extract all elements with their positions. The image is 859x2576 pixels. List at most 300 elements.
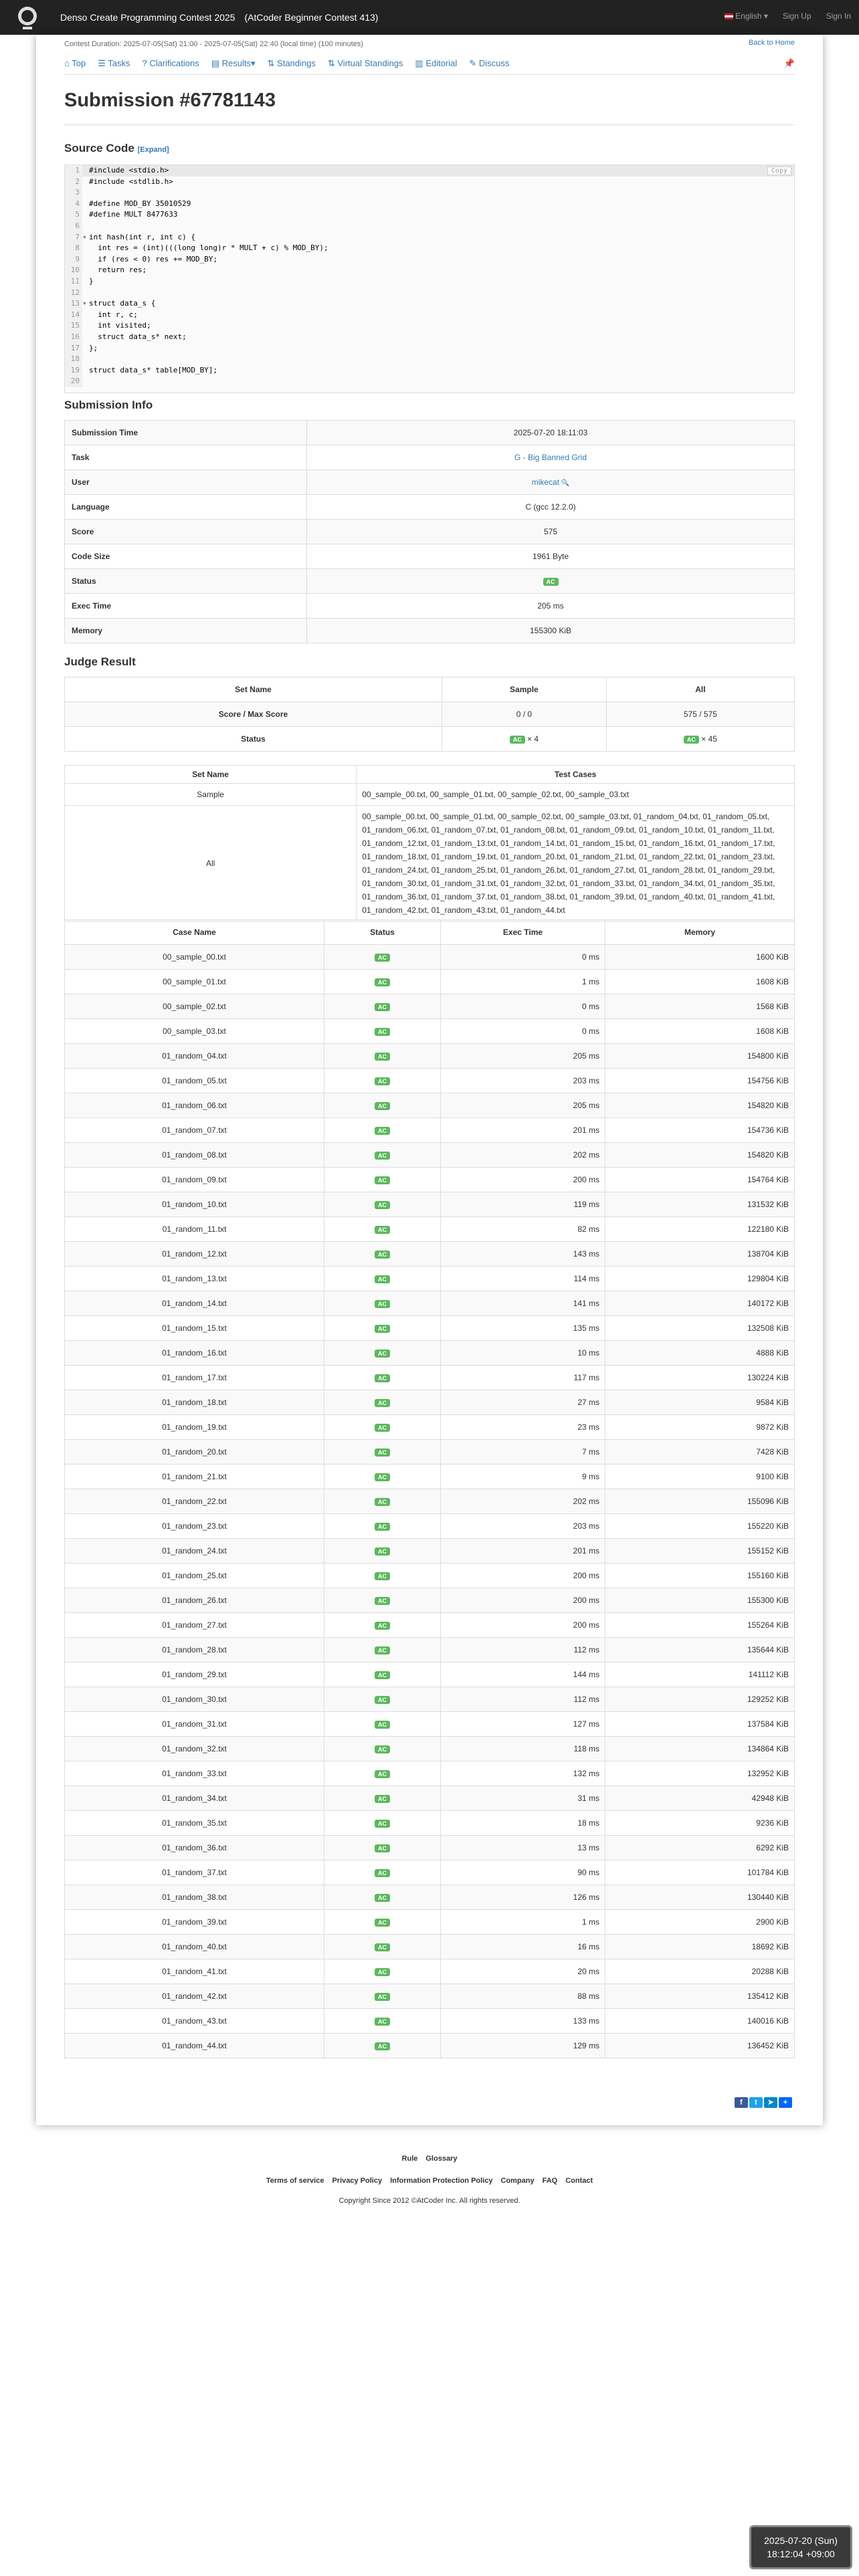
- search-icon[interactable]: 🔍: [559, 479, 570, 487]
- status-badge: AC: [375, 1473, 390, 1481]
- info-value: 1961 Byte: [307, 544, 795, 569]
- case-status: [324, 1638, 441, 1662]
- status-badge: AC: [375, 1350, 390, 1358]
- code-line: [65, 187, 794, 199]
- tab-clarifications[interactable]: ? Clarifications: [142, 58, 199, 68]
- case-exec-time: 117 ms: [441, 1366, 605, 1390]
- case-exec-time: 0 ms: [441, 994, 605, 1019]
- case-memory: 130440 KiB: [605, 1885, 795, 1910]
- case-status: [324, 1737, 441, 1761]
- case-memory: 154800 KiB: [605, 1044, 795, 1069]
- header-sample: Sample: [442, 677, 607, 702]
- case-status: [324, 1786, 441, 1811]
- status-badge: AC: [375, 1646, 390, 1654]
- info-row: [65, 445, 795, 470]
- line-number: 16: [65, 332, 82, 343]
- code-line: 11 }: [65, 276, 794, 288]
- case-status: [324, 1860, 441, 1885]
- copy-button[interactable]: Copy: [767, 167, 791, 175]
- table-row: [65, 1638, 795, 1662]
- editorial-icon: ▥: [415, 58, 426, 68]
- info-row: [65, 421, 795, 445]
- case-memory: 42948 KiB: [605, 1786, 795, 1811]
- case-status: [324, 1291, 441, 1316]
- header-all: All: [606, 677, 794, 702]
- fold-gutter: [82, 165, 89, 177]
- line-number: 12: [65, 288, 82, 299]
- standings-icon: ⇅: [267, 58, 278, 68]
- code-line: 8 int res = (int)(((long long)r * MULT + c) % MOD_BY);: [65, 243, 794, 254]
- info-row: [65, 619, 795, 643]
- table-row: [65, 1044, 795, 1069]
- case-name: 01_random_39.txt: [65, 1910, 324, 1935]
- language-selector[interactable]: English ▾: [725, 11, 768, 21]
- case-name: 01_random_28.txt: [65, 1638, 324, 1662]
- flag-icon: [725, 13, 733, 19]
- signup-link[interactable]: Sign Up: [782, 11, 812, 21]
- case-memory: 135644 KiB: [605, 1638, 795, 1662]
- case-name: 01_random_16.txt: [65, 1341, 324, 1366]
- status-badge: AC: [375, 1251, 390, 1259]
- case-name: 01_random_06.txt: [65, 1093, 324, 1118]
- case-memory: 154820 KiB: [605, 1143, 795, 1168]
- fold-gutter: [82, 310, 89, 321]
- case-exec-time: 202 ms: [441, 1489, 605, 1514]
- table-row: [65, 1539, 795, 1564]
- fold-gutter: [82, 187, 89, 199]
- status-all: AC × 45: [606, 727, 794, 752]
- case-exec-time: 200 ms: [441, 1588, 605, 1613]
- case-name: 01_random_22.txt: [65, 1489, 324, 1514]
- case-exec-time: 203 ms: [441, 1069, 605, 1093]
- status-badge: AC: [375, 1547, 390, 1555]
- status-badge: AC: [375, 1152, 390, 1160]
- header-set-name: Set Name: [65, 677, 442, 702]
- case-status: [324, 1044, 441, 1069]
- footer-links-primary: [0, 2155, 859, 2163]
- case-memory: 135412 KiB: [605, 1984, 795, 2009]
- code-line: 7 ▾ int hash(int r, int c) {: [65, 232, 794, 243]
- header-status: Status: [324, 920, 441, 945]
- info-value: C (gcc 12.2.0): [307, 495, 795, 520]
- case-memory: 9584 KiB: [605, 1390, 795, 1415]
- source-code-block: [64, 165, 795, 393]
- line-number: 18: [65, 354, 82, 365]
- case-exec-time: 1 ms: [441, 970, 605, 994]
- case-status: [324, 1588, 441, 1613]
- case-exec-time: 112 ms: [441, 1638, 605, 1662]
- header-memory: Memory: [605, 920, 795, 945]
- fold-gutter: [82, 276, 89, 288]
- case-exec-time: 90 ms: [441, 1860, 605, 1885]
- case-memory: 141112 KiB: [605, 1662, 795, 1687]
- table-row: [65, 1217, 795, 1242]
- info-row: [65, 544, 795, 569]
- status-badge: AC: [543, 578, 559, 586]
- case-status: [324, 1390, 441, 1415]
- table-row: [65, 1143, 795, 1168]
- status-badge: AC: [684, 736, 699, 744]
- table-row: [65, 1192, 795, 1217]
- case-memory: 1600 KiB: [605, 945, 795, 970]
- case-exec-time: 0 ms: [441, 945, 605, 970]
- info-row: [65, 495, 795, 520]
- fold-gutter[interactable]: ▾: [82, 299, 87, 308]
- signin-link[interactable]: Sign In: [826, 11, 851, 21]
- table-row: [65, 1366, 795, 1390]
- status-badge: AC: [375, 1102, 390, 1110]
- case-memory: 20288 KiB: [605, 1959, 795, 1984]
- table-row: [65, 1761, 795, 1786]
- set-name: Sample: [65, 784, 357, 806]
- fold-gutter: [82, 365, 89, 377]
- case-status: [324, 1143, 441, 1168]
- score-all: 575 / 575: [606, 702, 794, 727]
- line-number: 13: [65, 298, 82, 310]
- footer-links-secondary: [0, 2177, 859, 2185]
- case-status: [324, 1712, 441, 1737]
- page-title: Submission #67781143: [64, 90, 276, 111]
- tab-virtual-standings[interactable]: ⇅ Virtual Standings: [327, 58, 403, 68]
- line-number: 14: [65, 310, 82, 321]
- status-badge: AC: [510, 736, 525, 744]
- case-name: 01_random_40.txt: [65, 1935, 324, 1959]
- case-exec-time: 143 ms: [441, 1242, 605, 1267]
- case-memory: 140016 KiB: [605, 2009, 795, 2034]
- case-exec-time: 118 ms: [441, 1737, 605, 1761]
- info-row: [65, 520, 795, 544]
- info-label: Language: [65, 495, 307, 520]
- case-name: 01_random_24.txt: [65, 1539, 324, 1564]
- case-name: 01_random_12.txt: [65, 1242, 324, 1267]
- table-row: [65, 1168, 795, 1192]
- home-icon: ⌂: [64, 58, 72, 68]
- code-line: 19 struct data_s* table[MOD_BY];: [65, 365, 794, 377]
- line-number: 20: [65, 376, 82, 387]
- case-name: 01_random_37.txt: [65, 1860, 324, 1885]
- info-value: 155300 KiB: [307, 619, 795, 643]
- table-row: [65, 1836, 795, 1860]
- case-name: 01_random_42.txt: [65, 1984, 324, 2009]
- table-row: [65, 2009, 795, 2034]
- case-memory: 2900 KiB: [605, 1910, 795, 1935]
- table-row: [65, 1415, 795, 1440]
- case-name: 01_random_33.txt: [65, 1761, 324, 1786]
- case-name: 01_random_26.txt: [65, 1588, 324, 1613]
- case-memory: 138704 KiB: [605, 1242, 795, 1267]
- fold-gutter: [82, 288, 89, 299]
- case-status: [324, 1168, 441, 1192]
- status-badge: AC: [375, 1869, 390, 1877]
- user-link[interactable]: mikecat: [531, 477, 560, 487]
- case-exec-time: 82 ms: [441, 1217, 605, 1242]
- judge-result-table: [64, 677, 795, 752]
- status-badge: AC: [375, 1894, 390, 1902]
- case-exec-time: 201 ms: [441, 1539, 605, 1564]
- case-memory: 6292 KiB: [605, 1836, 795, 1860]
- case-memory: 132508 KiB: [605, 1316, 795, 1341]
- line-number: 1: [65, 165, 82, 177]
- case-name: 01_random_44.txt: [65, 2034, 324, 2058]
- case-status: [324, 1761, 441, 1786]
- status-badge: AC: [375, 1919, 390, 1927]
- case-memory: 155300 KiB: [605, 1588, 795, 1613]
- table-row: [65, 1291, 795, 1316]
- case-exec-time: 126 ms: [441, 1885, 605, 1910]
- status-badge: AC: [375, 1572, 390, 1580]
- case-memory: 130224 KiB: [605, 1366, 795, 1390]
- case-exec-time: 0 ms: [441, 1019, 605, 1044]
- line-number: 7: [65, 232, 82, 243]
- case-exec-time: 202 ms: [441, 1143, 605, 1168]
- status-badge: AC: [375, 1003, 390, 1011]
- telegram-icon[interactable]: ➤: [764, 2097, 777, 2108]
- status-badge: AC: [375, 1498, 390, 1506]
- case-name: 01_random_36.txt: [65, 1836, 324, 1860]
- tab-tasks[interactable]: ☰ Tasks: [98, 58, 130, 68]
- clock-widget: [749, 2525, 852, 2569]
- top-navbar: [0, 0, 859, 35]
- footer-link-terms-of-service[interactable]: Terms of service: [266, 2177, 324, 2185]
- info-value: [307, 470, 795, 495]
- footer-link-company[interactable]: Company: [500, 2177, 535, 2185]
- table-row: [65, 1341, 795, 1366]
- table-row: [65, 1786, 795, 1811]
- case-exec-time: 201 ms: [441, 1118, 605, 1143]
- case-name: 01_random_05.txt: [65, 1069, 324, 1093]
- facebook-icon[interactable]: f: [735, 2097, 748, 2108]
- status-badge: AC: [375, 1993, 390, 2001]
- status-badge: AC: [375, 1622, 390, 1630]
- status-badge: AC: [375, 1201, 390, 1209]
- header-exec-time: Exec Time: [441, 920, 605, 945]
- set-cases: 00_sample_00.txt, 00_sample_01.txt, 00_sample_02.txt, 00_sample_03.txt: [357, 784, 795, 806]
- case-name: 01_random_11.txt: [65, 1217, 324, 1242]
- case-memory: 7428 KiB: [605, 1440, 795, 1465]
- header-test-cases: Test Cases: [357, 766, 795, 784]
- tab-standings[interactable]: ⇅ Standings: [267, 58, 316, 68]
- case-exec-time: 141 ms: [441, 1291, 605, 1316]
- case-name: 01_random_30.txt: [65, 1687, 324, 1712]
- line-number: 2: [65, 177, 82, 188]
- contest-title[interactable]: Denso Create Programming Contest 2025 (AtCoder Beginner Contest 413): [60, 12, 379, 23]
- table-row: [65, 1662, 795, 1687]
- info-label: Status: [65, 569, 307, 594]
- back-home-link[interactable]: Back to Home: [748, 39, 795, 47]
- code-line: 13 ▾ struct data_s {: [65, 298, 794, 310]
- line-number: 15: [65, 320, 82, 332]
- case-exec-time: 127 ms: [441, 1712, 605, 1737]
- table-row: [65, 2034, 795, 2058]
- case-status: [324, 1687, 441, 1712]
- code-line: [65, 221, 794, 232]
- case-exec-time: 23 ms: [441, 1415, 605, 1440]
- footer-link-information-protection-policy[interactable]: Information Protection Policy: [390, 2177, 493, 2185]
- code-line: 14 int r, c;: [65, 310, 794, 321]
- copyright: Copyright Since 2012 ©AtCoder Inc. All rights reserved.: [339, 2197, 520, 2205]
- tab-editorial[interactable]: ▥ Editorial: [415, 58, 458, 68]
- case-memory: 155160 KiB: [605, 1564, 795, 1588]
- line-number: 4: [65, 199, 82, 210]
- line-number: 19: [65, 365, 82, 377]
- case-name: 01_random_38.txt: [65, 1885, 324, 1910]
- status-badge: AC: [375, 1077, 390, 1085]
- case-memory: 4888 KiB: [605, 1341, 795, 1366]
- tab-discuss[interactable]: ✎ Discuss: [469, 58, 510, 68]
- discuss-icon: ✎: [469, 58, 479, 68]
- contest-tabs: [64, 55, 795, 75]
- status-badge: AC: [375, 1696, 390, 1704]
- case-exec-time: 203 ms: [441, 1514, 605, 1539]
- case-memory: 154820 KiB: [605, 1093, 795, 1118]
- task-link[interactable]: G - Big Banned Grid: [514, 453, 587, 462]
- code-line: 17 };: [65, 343, 794, 354]
- case-memory: 140172 KiB: [605, 1291, 795, 1316]
- case-status: [324, 1662, 441, 1687]
- set-name: All: [65, 806, 357, 922]
- question-icon: ?: [142, 58, 150, 68]
- share-plus-icon[interactable]: +: [779, 2097, 792, 2108]
- case-status: [324, 1514, 441, 1539]
- status-badge: AC: [375, 1844, 390, 1852]
- table-row: [65, 1019, 795, 1044]
- status-badge: AC: [375, 1053, 390, 1061]
- case-exec-time: 16 ms: [441, 1935, 605, 1959]
- clock-date: 2025-07-20 (Sun): [764, 2535, 838, 2546]
- status-badge: AC: [375, 2018, 390, 2026]
- tab-results[interactable]: ▤ Results▾: [211, 58, 256, 68]
- code-line: 9 if (res < 0) res += MOD_BY;: [65, 254, 794, 265]
- case-name: 01_random_13.txt: [65, 1267, 324, 1291]
- case-name: 01_random_09.txt: [65, 1168, 324, 1192]
- case-name: 01_random_17.txt: [65, 1366, 324, 1390]
- case-exec-time: 7 ms: [441, 1440, 605, 1465]
- table-row: [65, 945, 795, 970]
- test-cases-table: [64, 920, 795, 2058]
- case-status: [324, 1959, 441, 1984]
- case-memory: 9872 KiB: [605, 1415, 795, 1440]
- score-sample: 0 / 0: [442, 702, 607, 727]
- case-name: 01_random_27.txt: [65, 1613, 324, 1638]
- contest-duration: Contest Duration: 2025-07-05(Sat) 21:00 - 2025-07-05(Sat) 22:40 (local time) (100 minutes): [64, 40, 363, 48]
- table-row: [65, 1093, 795, 1118]
- case-memory: 155152 KiB: [605, 1539, 795, 1564]
- fold-gutter: [82, 209, 89, 221]
- table-row: [65, 1564, 795, 1588]
- atcoder-logo[interactable]: [9, 3, 45, 32]
- case-name: 01_random_18.txt: [65, 1390, 324, 1415]
- case-exec-time: 10 ms: [441, 1341, 605, 1366]
- status-badge: AC: [375, 1523, 390, 1531]
- fold-gutter: [82, 221, 89, 232]
- case-name: 01_random_04.txt: [65, 1044, 324, 1069]
- status-badge: AC: [375, 1597, 390, 1605]
- case-memory: 132952 KiB: [605, 1761, 795, 1786]
- fold-gutter: [82, 332, 89, 343]
- footer-link-glossary[interactable]: Glossary: [425, 2155, 458, 2163]
- case-exec-time: 133 ms: [441, 2009, 605, 2034]
- case-status: [324, 1440, 441, 1465]
- case-name: 01_random_29.txt: [65, 1662, 324, 1687]
- case-memory: 154764 KiB: [605, 1168, 795, 1192]
- case-name: 01_random_41.txt: [65, 1959, 324, 1984]
- case-status: [324, 2034, 441, 2058]
- fold-gutter: [82, 177, 89, 188]
- table-row: [65, 1687, 795, 1712]
- case-exec-time: 200 ms: [441, 1613, 605, 1638]
- case-status: [324, 1885, 441, 1910]
- line-number: 10: [65, 265, 82, 276]
- case-exec-time: 205 ms: [441, 1093, 605, 1118]
- tab-top[interactable]: ⌂ Top: [64, 58, 86, 68]
- code-line: [65, 288, 794, 299]
- table-row: [65, 1118, 795, 1143]
- clock-time: 18:12:04 +09:00: [767, 2549, 835, 2559]
- footer-link-privacy-policy[interactable]: Privacy Policy: [332, 2177, 383, 2185]
- info-label: Exec Time: [65, 594, 307, 619]
- table-row: [65, 1984, 795, 2009]
- status-badge: AC: [375, 1820, 390, 1828]
- footer-link-rule[interactable]: Rule: [401, 2155, 418, 2163]
- case-name: 01_random_23.txt: [65, 1514, 324, 1539]
- table-row: [65, 1489, 795, 1514]
- case-exec-time: 205 ms: [441, 1044, 605, 1069]
- pin-icon[interactable]: 📌: [783, 58, 795, 68]
- code-line: 10 return res;: [65, 265, 794, 276]
- code-line: 15 int visited;: [65, 320, 794, 332]
- status-badge: AC: [375, 1795, 390, 1803]
- case-status: [324, 1539, 441, 1564]
- status-badge: AC: [375, 1374, 390, 1382]
- twitter-icon[interactable]: t: [749, 2097, 763, 2108]
- case-name: 01_random_10.txt: [65, 1192, 324, 1217]
- results-icon: ▤: [211, 58, 222, 68]
- fold-gutter: [82, 376, 89, 387]
- case-status: [324, 1267, 441, 1291]
- case-memory: 155096 KiB: [605, 1489, 795, 1514]
- info-value: [307, 569, 795, 594]
- case-memory: 1608 KiB: [605, 1019, 795, 1044]
- case-memory: 9100 KiB: [605, 1465, 795, 1489]
- case-exec-time: 27 ms: [441, 1390, 605, 1415]
- case-memory: 134864 KiB: [605, 1737, 795, 1761]
- case-status: [324, 1069, 441, 1093]
- info-row: [65, 594, 795, 619]
- case-status: [324, 1836, 441, 1860]
- footer-link-faq[interactable]: FAQ: [542, 2177, 558, 2185]
- status-badge: AC: [375, 1770, 390, 1778]
- divider: [64, 124, 795, 125]
- case-status: [324, 1910, 441, 1935]
- case-name: 01_random_07.txt: [65, 1118, 324, 1143]
- table-row: [65, 1316, 795, 1341]
- source-code-heading: Source Code [Expand]: [64, 142, 169, 154]
- expand-link[interactable]: [Expand]: [137, 146, 169, 154]
- judge-result-heading: Judge Result: [64, 655, 136, 668]
- info-value: [307, 445, 795, 470]
- status-badge: AC: [375, 954, 390, 962]
- fold-gutter[interactable]: ▾: [82, 232, 87, 241]
- case-status: [324, 1984, 441, 2009]
- case-exec-time: 200 ms: [441, 1564, 605, 1588]
- case-name: 01_random_35.txt: [65, 1811, 324, 1836]
- status-badge: AC: [375, 1943, 390, 1951]
- fold-gutter: [82, 243, 89, 254]
- case-status: [324, 1564, 441, 1588]
- case-exec-time: 114 ms: [441, 1267, 605, 1291]
- footer-link-contact[interactable]: Contact: [565, 2177, 593, 2185]
- case-exec-time: 112 ms: [441, 1687, 605, 1712]
